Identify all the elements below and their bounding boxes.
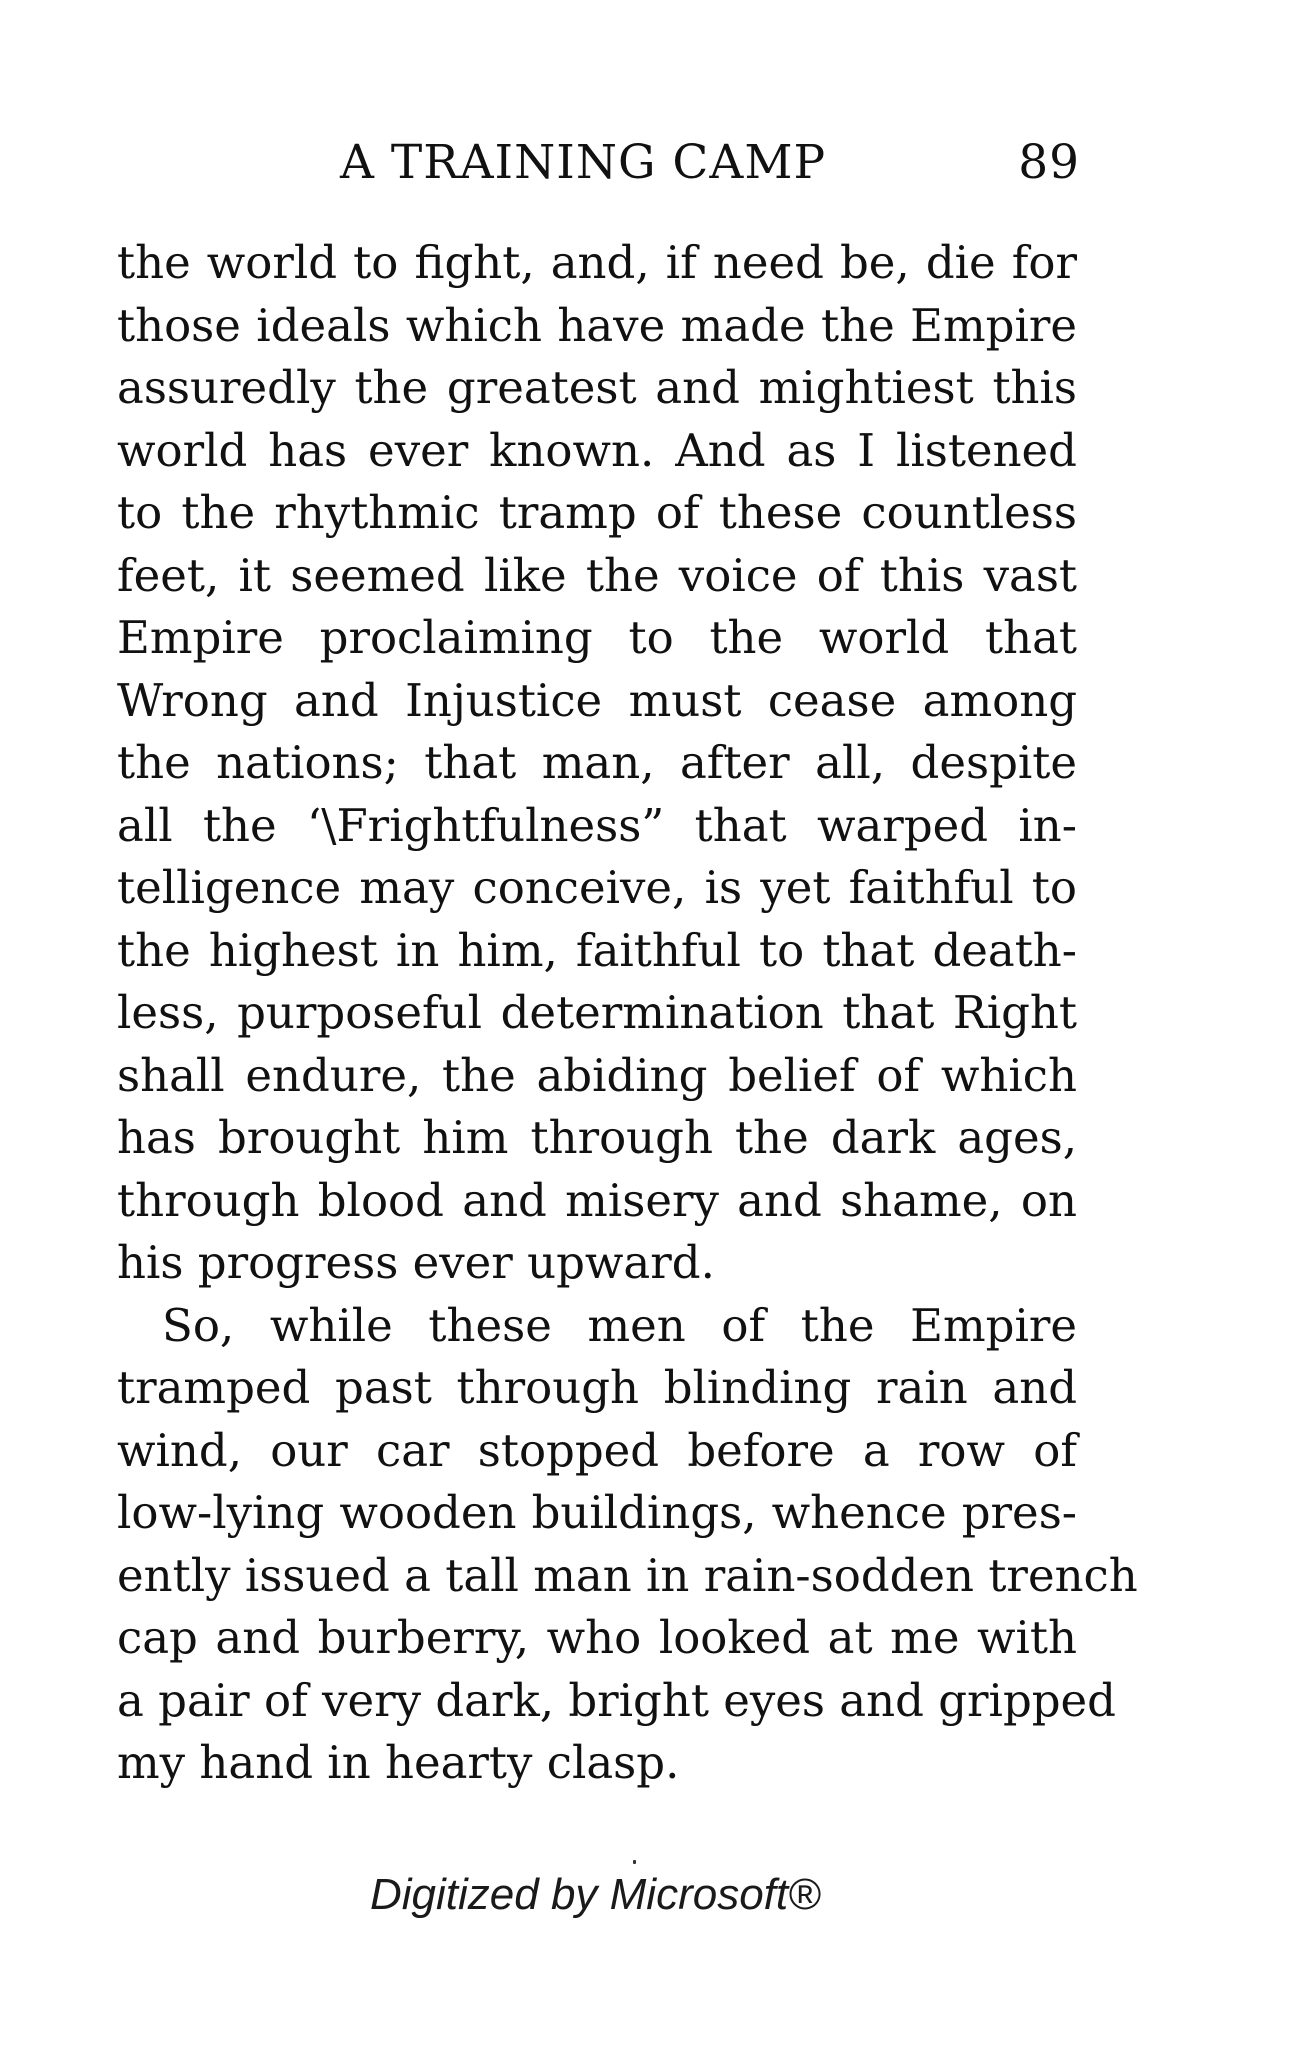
text-line: the nations; that man, after all, despite (117, 736, 1077, 789)
text-line: ently issued a tall man in rain-sodden trench (117, 1548, 1138, 1602)
text-line: those ideals which have made the Empire (117, 298, 1077, 352)
running-title: A TRAINING CAMP (340, 135, 827, 190)
text-line: the highest in him, faithful to that death- (117, 923, 1077, 977)
text-line: Empire proclaiming to the world that (117, 611, 1077, 664)
text-line: feet, it seemed like the voice of this vast (117, 548, 1077, 602)
text-line: through blood and misery and shame, on (117, 1173, 1077, 1227)
text-line: all the ‘\Frightfulness” that warped in- (117, 798, 1077, 852)
text-line: his progress ever upward. (117, 1236, 715, 1289)
ink-speck (633, 1860, 636, 1864)
text-line: shall endure, the abiding belief of which (117, 1048, 1077, 1102)
text-line: to the rhythmic tramp of these countless (117, 486, 1077, 539)
paragraph-2 (117, 1295, 1138, 1795)
paragraph-1 (117, 232, 1077, 1295)
text-line: world has ever known. And as I listened (117, 423, 1077, 477)
text-line: less, purposeful determination that Right (117, 986, 1077, 1039)
text-line: So, while these men of the Empire (162, 1298, 1077, 1352)
text-line: a pair of very dark, bright eyes and gripped (117, 1673, 1116, 1727)
running-head (115, 135, 1080, 195)
text-line: low-lying wooden buildings, whence pres- (117, 1486, 1077, 1539)
page-number: 89 (1018, 135, 1080, 190)
text-line: tramped past through blinding rain and (117, 1361, 1077, 1414)
text-line: the world to fight, and, if need be, die for (117, 236, 1077, 289)
text-line: wind, our car stopped before a row of (117, 1423, 1077, 1477)
text-line: cap and burberry, who looked at me with (117, 1611, 1077, 1664)
text-line: my hand in hearty clasp. (117, 1736, 680, 1789)
text-line: Wrong and Injustice must cease among (117, 673, 1077, 727)
text-line: has brought him through the dark ages, (117, 1111, 1077, 1164)
text-line: assuredly the greatest and mightiest this (117, 361, 1077, 414)
text-line: telligence may conceive, is yet faithful to (117, 861, 1077, 914)
body-text (117, 232, 1138, 1795)
digitized-watermark: Digitized by Microsoft® (370, 1870, 821, 1919)
